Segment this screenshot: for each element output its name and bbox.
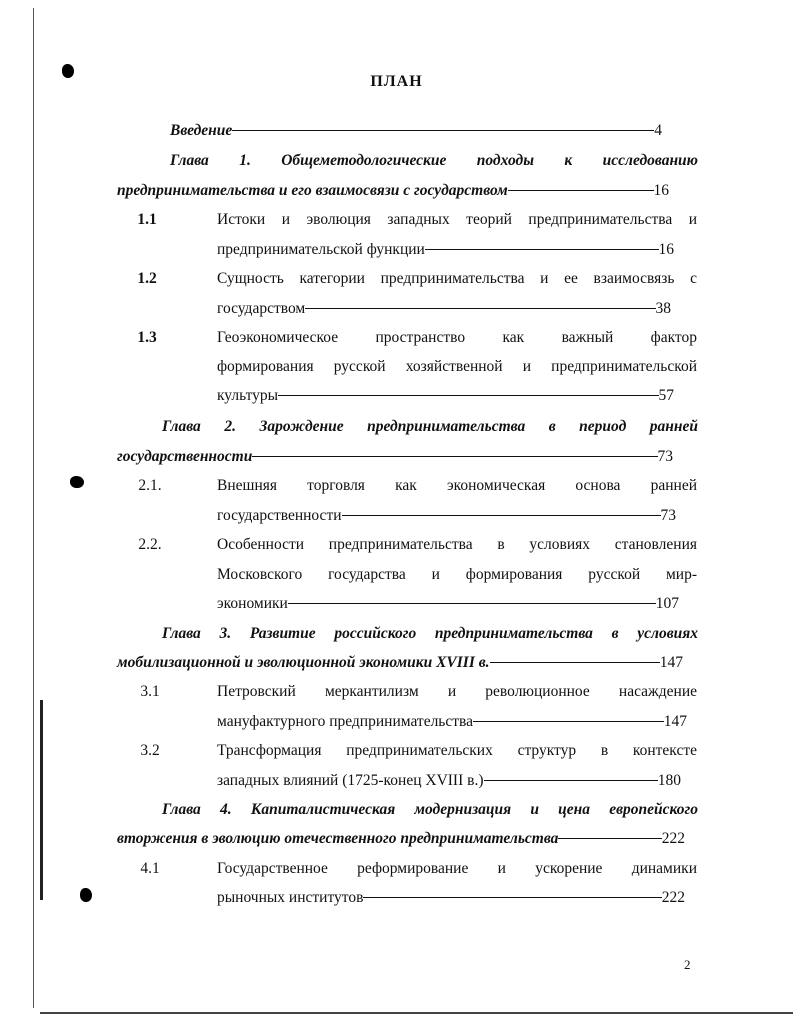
toc-page-number: 73 [657,448,673,465]
toc-section-1-1-line1[interactable]: Истоки и эволюция западных теорий предпринимательства и [217,211,697,228]
section-number: 3.2 [140,742,160,759]
toc-page-number: 147 [659,654,683,671]
toc-page-number: 73 [660,507,676,524]
toc-chapter-4-line2[interactable]: вторжения в эволюцию отечественного предпринимательства 222 [117,827,685,851]
toc-leader [558,838,661,839]
toc-leader [305,308,655,309]
toc-intro-label: Введение [170,122,233,139]
toc-chapter-1-line1[interactable]: Глава 1. Общеметодологические подходы к исследованию [170,152,698,169]
scan-edge-bottom [40,1012,793,1014]
toc-section-4-1-line2[interactable]: рыночных институтов 222 [217,886,685,910]
toc-section-3-2-line2[interactable]: западных влияний (1725-конец XVIII в.) 180 [217,769,681,793]
toc-chapter-2-line2[interactable]: государственности 73 [117,445,673,469]
toc-section-1-2-line2[interactable]: государством 38 [217,297,671,321]
toc-leader [252,456,657,457]
toc-page-number: 147 [663,713,687,730]
section-number: 1.2 [137,270,157,287]
toc-page-number: 222 [661,830,685,847]
toc-leader [288,603,656,604]
toc-section-2-2-line3[interactable]: экономики 107 [217,592,679,616]
toc-chapter-1-line2[interactable]: предпринимательства и его взаимосвязи с государством 16 [117,179,669,203]
toc-leader [508,190,654,191]
scan-edge-left [33,8,34,1008]
toc-page-number: 16 [658,241,674,258]
toc-page-number: 107 [655,595,679,612]
scan-edge-mark [40,700,43,900]
toc-leader [342,515,661,516]
toc-chapter-4-line1[interactable]: Глава 4. Капиталистическая модернизация и цена европейского [162,801,698,818]
punch-hole-mark [70,476,84,488]
toc-page-number: 180 [657,772,681,789]
toc-section-1-3-line2[interactable]: формирования русской хозяйственной и предпринимательской [217,358,697,375]
toc-leader [473,721,664,722]
toc-section-3-2-line1[interactable]: Трансформация предпринимательских структур в контексте [217,742,697,759]
toc-leader [278,395,658,396]
toc-section-1-3-line3[interactable]: культуры 57 [217,384,674,408]
section-number: 1.3 [137,329,157,346]
page-title: ПЛАН [370,73,423,90]
toc-entry-intro[interactable] [170,119,662,143]
toc-section-3-1-line2[interactable]: мануфактурного предпринимательства 147 [217,710,687,734]
toc-page-number: 38 [655,300,671,317]
toc-chapter-3-line1[interactable]: Глава 3. Развитие российского предпринимательства в условиях [162,625,698,642]
toc-section-1-3-line1[interactable]: Геоэкономическое пространство как важный фактор [217,329,697,346]
toc-section-3-1-line1[interactable]: Петровский меркантилизм и революционное насаждение [217,683,697,700]
toc-page-number: 57 [658,387,674,404]
toc-page-number: 4 [654,122,662,139]
toc-section-2-1-line2[interactable]: государственности 73 [217,504,676,528]
toc-chapter-2-line1[interactable]: Глава 2. Зарождение предпринимательства в период ранней [162,418,698,435]
section-number: 4.1 [140,860,160,877]
toc-section-1-2-line1[interactable]: Сущность категории предпринимательства и ее взаимосвязь с [217,270,697,287]
toc-chapter-3-line2[interactable]: мобилизационной и эволюционной экономики XVIII в. 147 [117,651,683,675]
toc-section-1-1-line2[interactable]: предпринимательской функции 16 [217,238,674,262]
section-number: 1.1 [137,211,157,228]
toc-leader [484,780,658,781]
toc-leader [232,130,654,131]
toc-leader [363,897,661,898]
page-number: 2 [684,957,691,972]
section-number: 3.1 [140,683,160,700]
toc-section-2-1-line1[interactable]: Внешняя торговля как экономическая основа ранней [217,477,697,494]
toc-leader [490,662,660,663]
section-number: 2.1. [138,477,162,494]
punch-hole-mark [80,888,92,902]
toc-section-2-2-line2[interactable]: Московского государства и формирования русской мир- [217,566,697,583]
section-number: 2.2. [138,536,162,553]
toc-section-2-2-line1[interactable]: Особенности предпринимательства в условиях становления [217,536,697,553]
toc-section-4-1-line1[interactable]: Государственное реформирование и ускорение динамики [217,860,697,877]
toc-page-number: 16 [653,182,669,199]
toc-page-number: 222 [661,889,685,906]
toc-leader [425,249,659,250]
